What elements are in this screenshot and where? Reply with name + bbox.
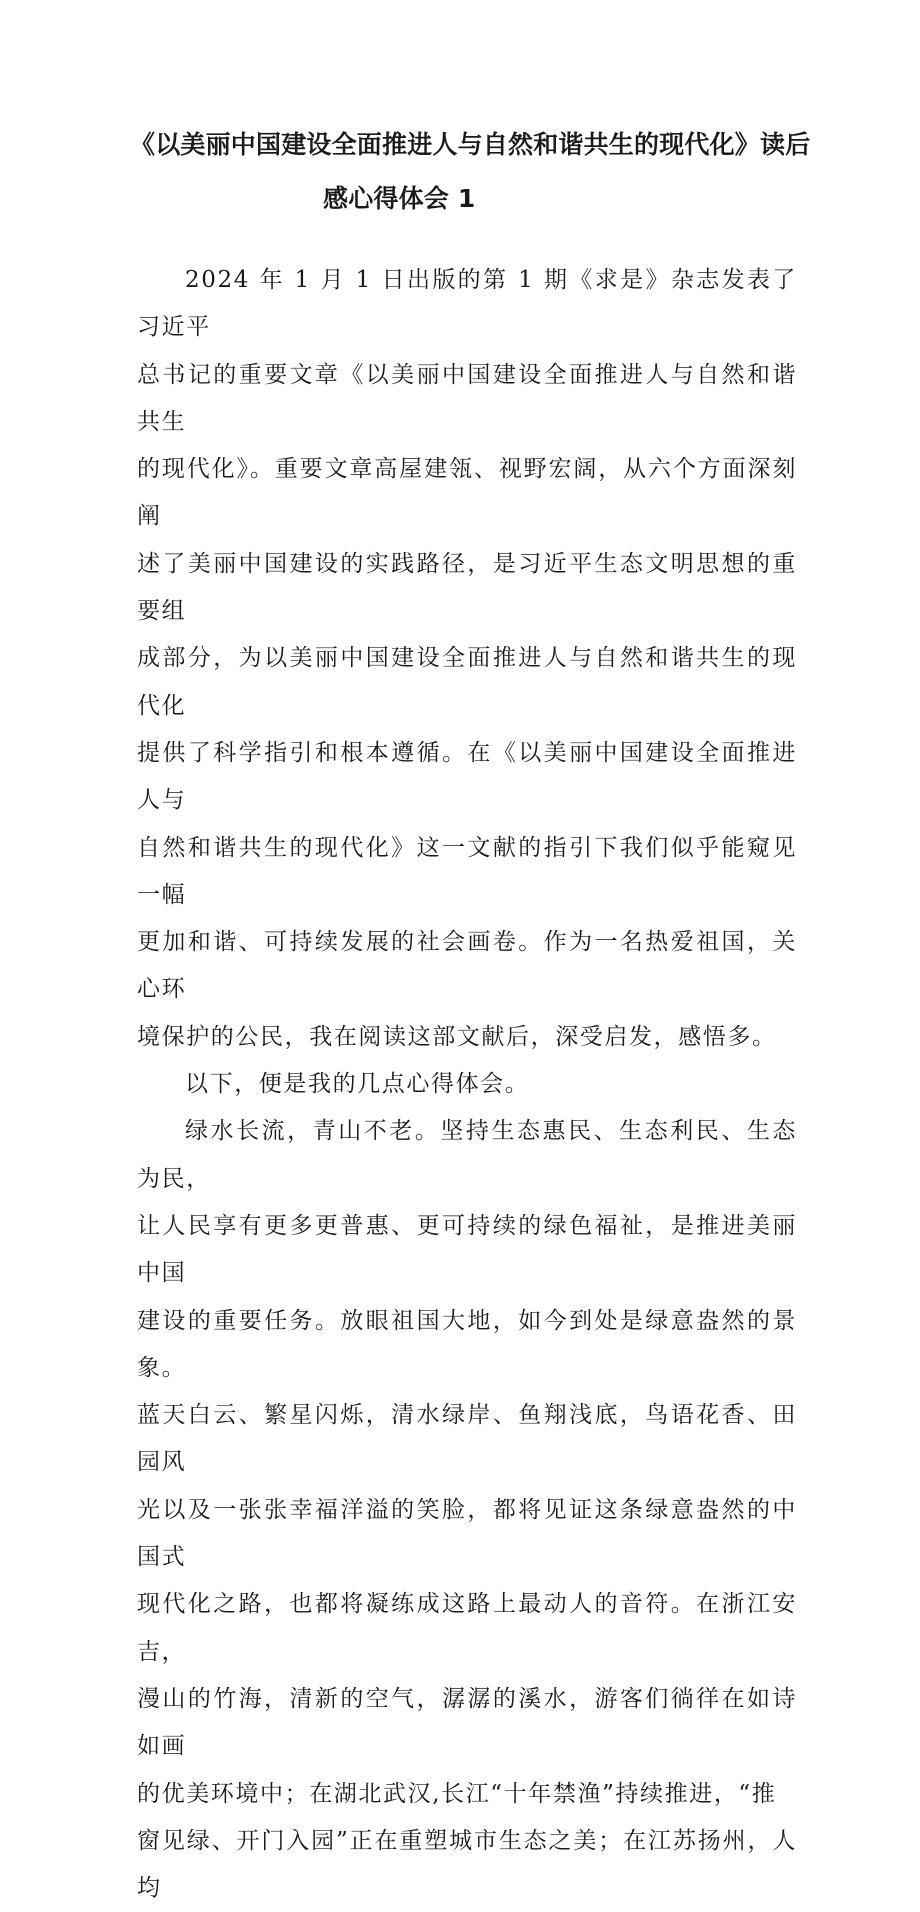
paragraph-green-waters: 绿水长流，青山不老。坚持生态惠民、生态利民、生态为民， 让人民享有更多更普惠、更可持续的绿色福祉，是推进美丽中国 建设的重要任务。放眼祖国大地，如今到处是绿意盎然的景象。 蓝天白云、繁星闪烁，清水绿岸、鱼翔浅底，鸟语花香、田园风 光以及一张张幸福洋溢的笑脸，都将见证这条绿意盎然的中国式 现代化之路，也都将凝练成这路上最动人的音符。在浙江安吉， 漫山的竹海，清新的空气，潺潺的溪水，游客们徜徉在如诗如画 的优美环境中；在湖北武汉,长江“十年禁渔”持续推进，“推 窗见绿、开门入园”正在重塑城市生态之美；在江苏扬州，人均 [137,1118,797,1902]
title-line-1: 《以美丽中国建设全面推进人与自然和谐共生的现代化》读后 [130,130,811,159]
title-line-2: 感心得体会 1 [323,184,476,213]
document-title [130,118,810,226]
paragraph-intro: 2024 年 1 月 1 日出版的第 1 期《求是》杂志发表了习近平 总书记的重要文章《以美丽中国建设全面推进人与自然和谐共生 的现代化》。重要文章高屋建瓴、视野宏阔，从六个方面深刻阐 述了美丽中国建设的实践路径，是习近平生态文明思想的重要组 成部分，为以美丽中国建设全面推进人与自然和谐共生的现代化 提供了科学指引和根本遵循。在《以美丽中国建设全面推进人与 自然和谐共生的现代化》这一文献的指引下我们似乎能窥见一幅 更加和谐、可持续发展的社会画卷。作为一名热爱祖国，关心环 境保护的公民，我在阅读这部文献后，深受启发，感悟多。 [137,267,797,1050]
document-body [137,257,797,1912]
paragraph-transition: 以下，便是我的几点心得体会。 [185,1071,530,1098]
